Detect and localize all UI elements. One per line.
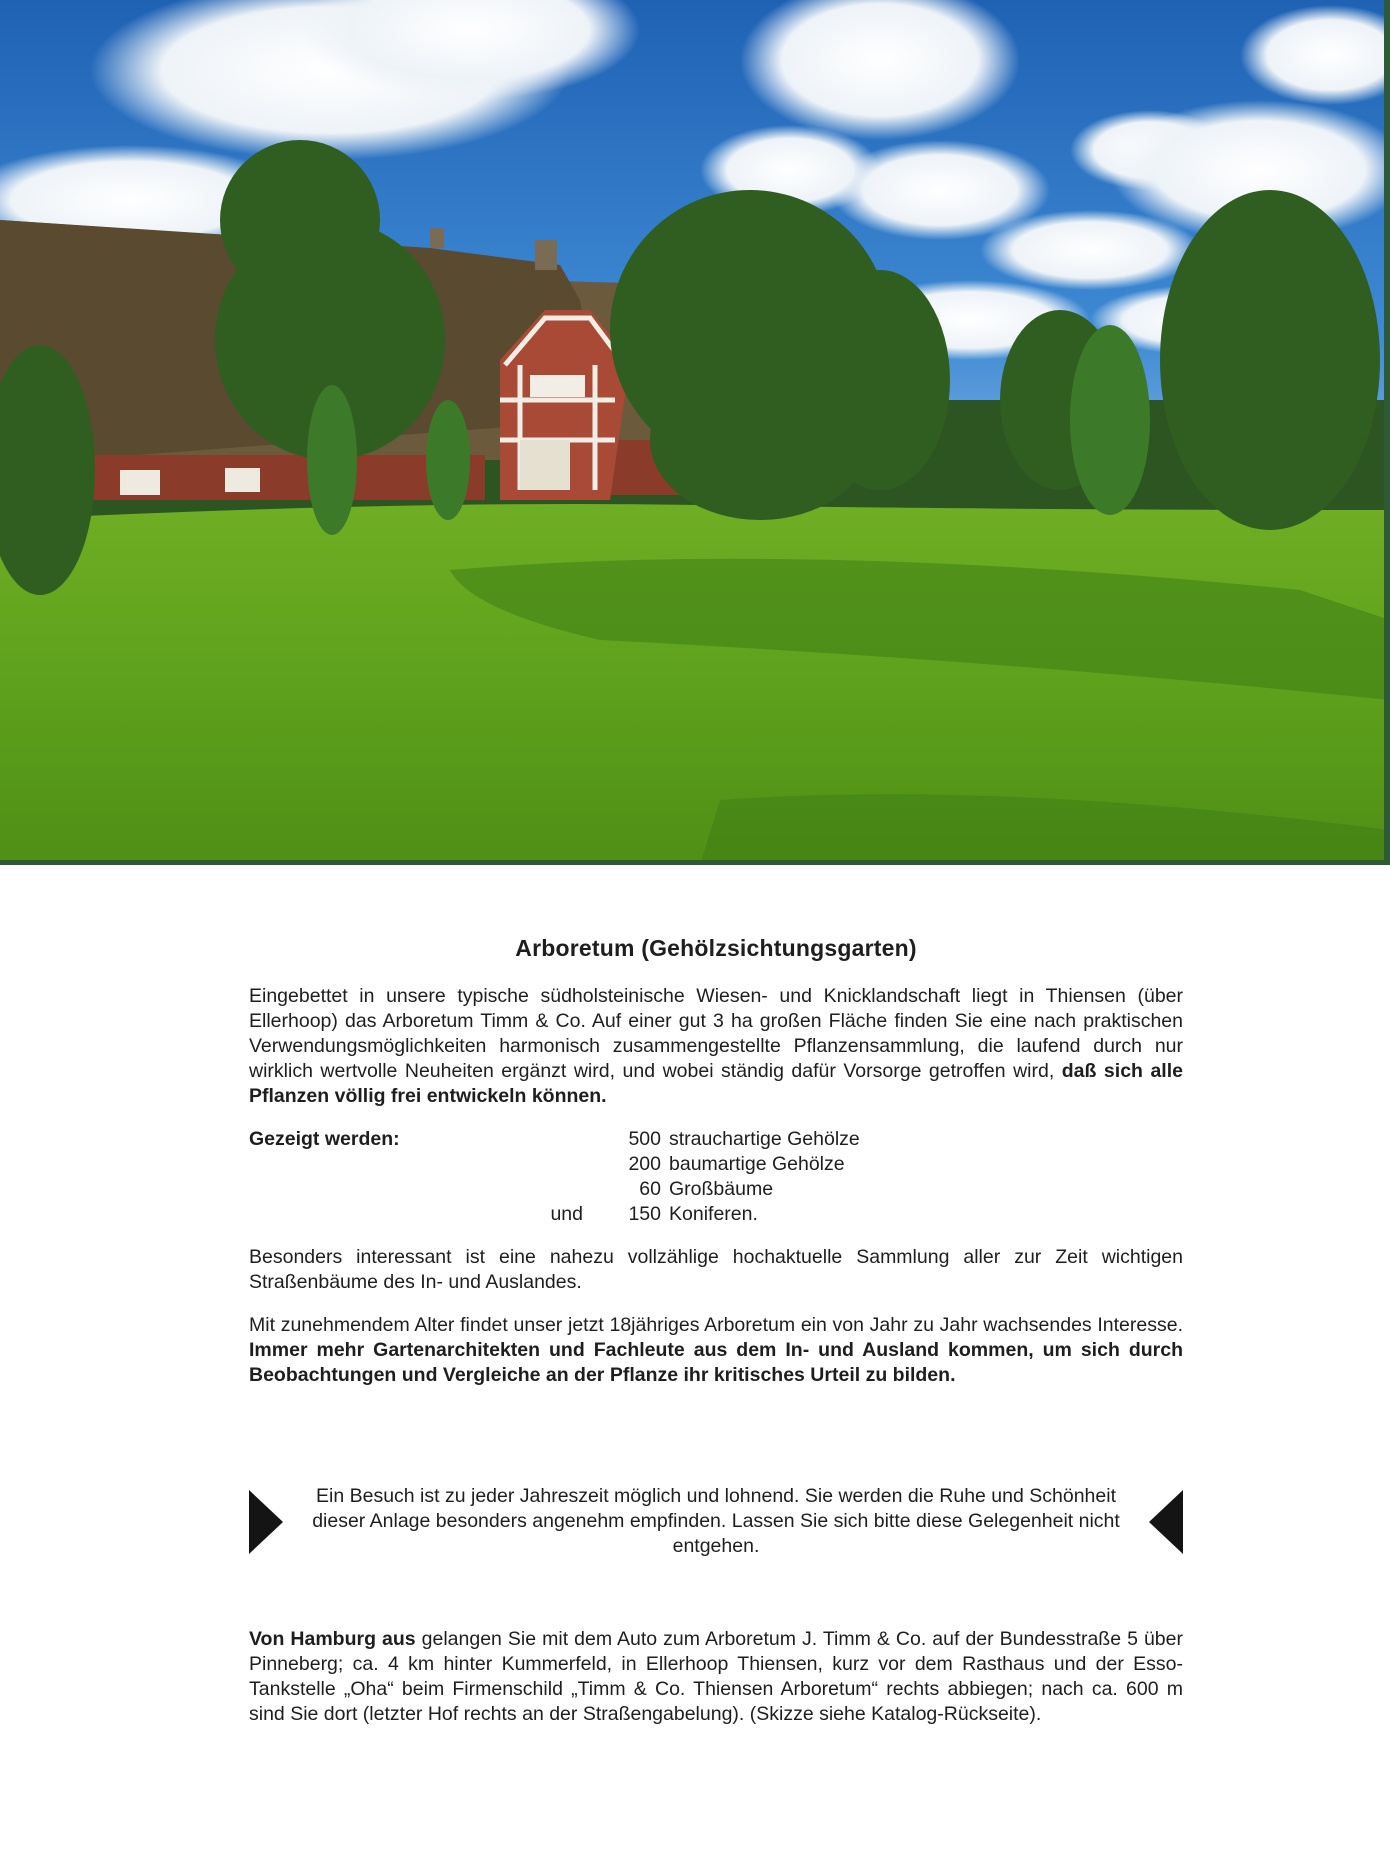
plant-count-list <box>249 1127 1183 1227</box>
intro-text: Eingebettet in unsere typische südholsteinische Wiesen- und Knicklandschaft liegt in Thiensen (über Ellerhoop) das Arboretum Timm & Co. Auf einer gut 3 ha großen Fläche finden Sie eine nach praktischen Verwendungsmöglichkeiten harmonisch zusammengestellte Pflanzensammlung, die laufend durch nur wirklich wertvolle Neuheiten ergänzt wird, und wobei ständig dafür Vorsorge getroffen wird, <box>249 985 1183 1082</box>
triangle-left-icon <box>1149 1490 1183 1554</box>
farmhouse-garden-photo <box>0 0 1390 865</box>
list-count: 60 <box>639 1178 661 1200</box>
visit-callout <box>249 1480 1183 1560</box>
list-count: 500 <box>628 1128 661 1150</box>
list-prefix <box>509 1177 589 1202</box>
page-edge-band <box>1384 0 1390 865</box>
age-paragraph <box>249 1313 1183 1388</box>
list-count: 200 <box>628 1153 661 1175</box>
list-prefix <box>509 1152 589 1177</box>
list-item-text: baumartige Gehölze <box>669 1153 845 1175</box>
collection-paragraph: Besonders interessant ist eine nahezu vollzählige hochaktuelle Sammlung aller zur Zeit wichtigen Straßenbäume des In- und Auslandes. <box>249 1246 1183 1293</box>
visit-text: Ein Besuch ist zu jeder Jahreszeit möglich und lohnend. Sie werden die Ruhe und Schönheit dieser Anlage besonders angenehm empfinden. Lassen Sie sich bitte diese Gelegenheit nicht entgehen. <box>312 1485 1120 1557</box>
triangle-right-icon <box>249 1490 283 1554</box>
list-prefix <box>509 1127 589 1152</box>
list-item-text: strauchartige Gehölze <box>669 1128 860 1150</box>
list-prefix: und <box>550 1203 583 1225</box>
directions-lead: Von Hamburg aus <box>249 1628 416 1650</box>
intro-emphasis: daß sich alle Pflanzen völlig frei entwickeln können. <box>249 1060 1183 1107</box>
list-label: Gezeigt werden: <box>249 1128 400 1150</box>
page-title: Arboretum (Gehölzsichtungsgarten) <box>515 935 917 961</box>
intro-paragraph <box>249 984 1183 1109</box>
directions <box>249 1627 1183 1745</box>
directions-text: gelangen Sie mit dem Auto zum Arboretum J. Timm & Co. auf der Bundesstraße 5 über Pinneberg; ca. 4 km hinter Kummerfeld, in Ellerhoop Thiensen, kurz vor dem Rasthaus und der Esso-Tankstelle „Oha“ beim Firmenschild „Timm & Co. Thiensen Arboretum“ rechts abbiegen; nach ca. 600 m sind Sie dort (letzter Hof rechts an der Straßengabelung). (Skizze siehe Katalog-Rückseite). <box>249 1628 1183 1725</box>
list-count: 150 <box>628 1203 661 1225</box>
list-item-text: Koniferen. <box>669 1203 758 1225</box>
directions-paragraph <box>249 1627 1183 1727</box>
age-emphasis: Immer mehr Gartenarchitekten und Fachleute aus dem In- und Ausland kommen, um sich durch Beobachtungen und Vergleiche an der Pflanze ihr kritisches Urteil zu bilden. <box>249 1339 1183 1386</box>
article <box>249 935 1183 1406</box>
age-text: Mit zunehmendem Alter findet unser jetzt 18jähriges Arboretum ein von Jahr zu Jahr wachsendes Interesse. <box>249 1314 1183 1336</box>
list-item-text: Großbäume <box>669 1178 774 1200</box>
header-photo <box>0 0 1390 865</box>
